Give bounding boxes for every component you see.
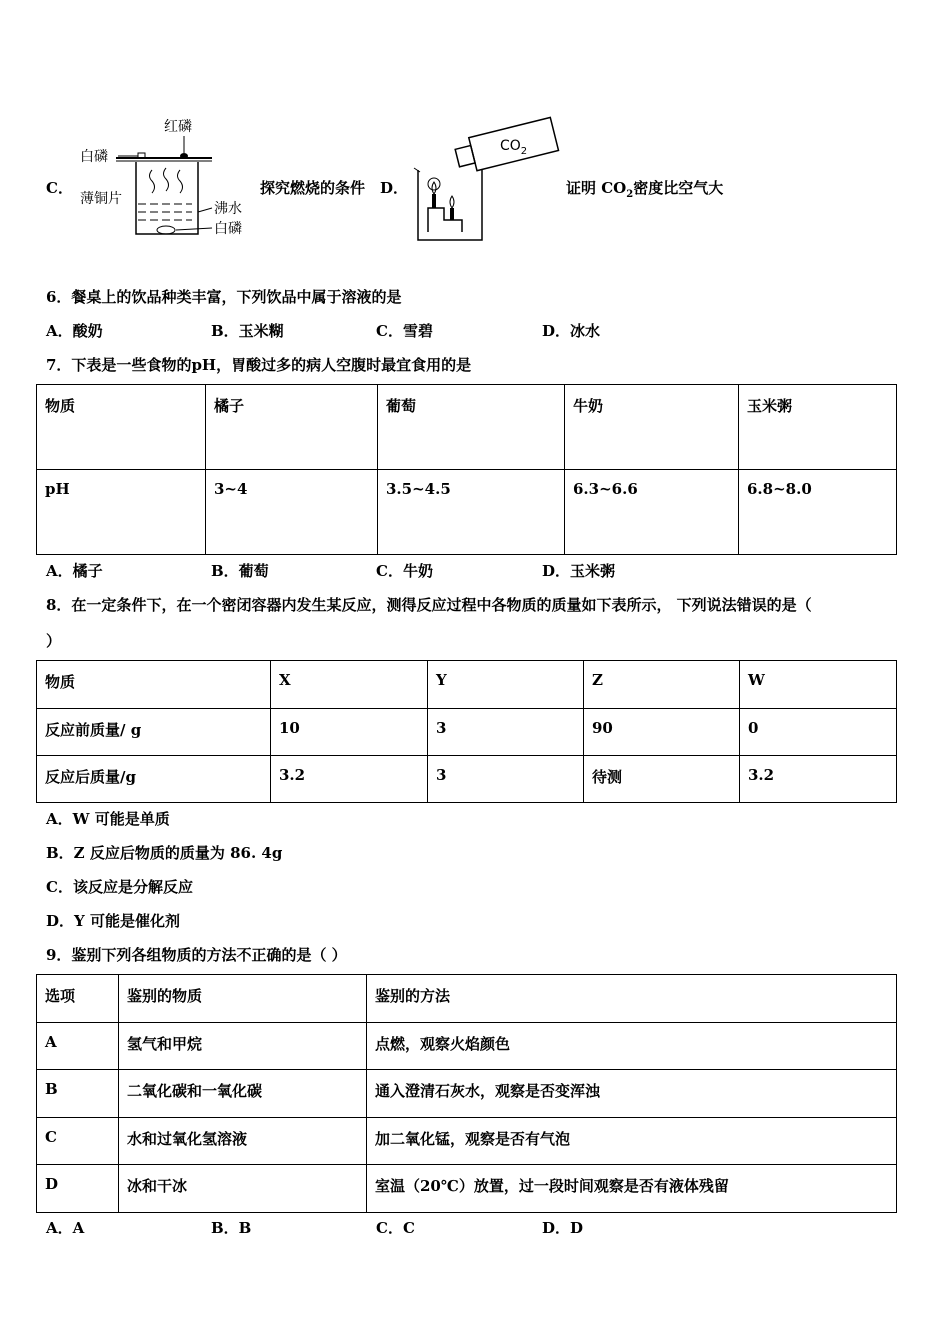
table-row [37,661,897,709]
table-cell: 待测 [584,756,740,803]
q8-stem-line1: 8．在一定条件下，在一个密闭容器内发生某反应，测得反应过程中各物质的质量如下表所示， 下列说法错误的是（ [46,596,812,614]
q6-option-b[interactable]: B．玉米糊 [211,322,284,340]
table-row [37,1023,897,1070]
table-row [37,1165,897,1213]
q8-option-b[interactable]: B．Z 反应后物质的质量为 86. 4g [46,844,283,862]
q6-option-c[interactable]: C．雪碧 [376,322,433,340]
table-cell: 点燃，观察火焰颜色 [367,1023,897,1070]
table-cell: C [37,1118,119,1165]
q7-stem: 7．下表是一些食物的pH，胃酸过多的病人空腹时最宜食用的是 [46,356,472,374]
table-cell: 10 [271,709,428,756]
table-cell: Y [428,661,584,709]
combustion-apparatus-figure [76,112,256,242]
q5-option-d-caption [566,177,723,200]
table-row [37,385,897,470]
q5-option-d-caption-post: 密度比空气大 [633,179,724,197]
table-cell: 橘子 [206,385,378,470]
q6-option-a[interactable]: A．酸奶 [46,322,103,340]
table-cell: 0 [740,709,897,756]
boiling-water-label: 沸水 [214,201,242,217]
q7-option-b[interactable]: B．葡萄 [211,562,269,580]
table-cell: 3.2 [740,756,897,803]
white-phosphorus-top-label: 白磷 [80,149,108,165]
table-row [37,1118,897,1165]
q9-option-a[interactable]: A．A [46,1219,85,1237]
table-cell: 玉米粥 [739,385,897,470]
table-cell: 反应前质量/ g [37,709,271,756]
table-cell: 加二氧化锰，观察是否有气泡 [367,1118,897,1165]
table-cell: pH [37,470,206,555]
table-cell: 水和过氧化氢溶液 [119,1118,367,1165]
table-cell: Z [584,661,740,709]
table-row [37,756,897,803]
q8-mass-table [36,660,897,803]
table-cell: 反应后质量/g [37,756,271,803]
co2-bottle-label-sub: 2 [520,145,528,157]
table-row [37,709,897,756]
table-row [37,470,897,555]
q8-stem-line2: ） [46,632,62,650]
table-cell: 牛奶 [565,385,739,470]
copper-sheet-label: 薄铜片 [80,191,122,207]
table-cell: 90 [584,709,740,756]
q7-option-a[interactable]: A．橘子 [46,562,103,580]
red-phosphorus-label: 红磷 [164,119,192,135]
table-cell: 选项 [37,975,119,1023]
table-cell: W [740,661,897,709]
table-cell: 葡萄 [378,385,565,470]
co2-bottle-label [500,138,527,157]
table-cell: 3.2 [271,756,428,803]
q8-option-a[interactable]: A．W 可能是单质 [46,810,170,828]
q5-option-d-label: D． [380,179,409,197]
table-cell: D [37,1165,119,1213]
table-cell: 冰和干冰 [119,1165,367,1213]
co2-pouring-drawing [410,112,560,244]
table-cell: 室温（20℃）放置，过一段时间观察是否有液体残留 [367,1165,897,1213]
co2-bottle-label-text: CO [500,138,521,154]
table-cell: 通入澄清石灰水，观察是否变浑浊 [367,1070,897,1118]
q5-option-c-label: C． [46,179,73,197]
table-cell: 物质 [37,661,271,709]
q5-option-c-caption: 探究燃烧的条件 [260,179,366,197]
q6-stem: 6．餐桌上的饮品种类丰富，下列饮品中属于溶液的是 [46,288,402,306]
q9-option-c[interactable]: C．C [376,1219,415,1237]
table-cell: 3 [428,709,584,756]
q7-ph-table [36,384,897,555]
table-cell: B [37,1070,119,1118]
table-cell: 鉴别的方法 [367,975,897,1023]
table-cell: A [37,1023,119,1070]
table-cell: 6.3~6.6 [565,470,739,555]
q8-option-d[interactable]: D．Y 可能是催化剂 [46,912,180,930]
white-phosphorus-bottom-label: 白磷 [214,221,242,237]
table-row [37,975,897,1023]
table-cell: 3 [428,756,584,803]
table-cell: X [271,661,428,709]
table-cell: 二氧化碳和一氧化碳 [119,1070,367,1118]
q9-identification-table [36,974,897,1213]
table-cell: 6.8~8.0 [739,470,897,555]
q9-option-d[interactable]: D．D [542,1219,584,1237]
table-cell: 物质 [37,385,206,470]
q7-option-c[interactable]: C．牛奶 [376,562,433,580]
q6-option-d[interactable]: D．冰水 [542,322,601,340]
q9-stem: 9．鉴别下列各组物质的方法不正确的是（ ） [46,946,347,964]
q9-option-b[interactable]: B．B [211,1219,252,1237]
q5-option-d-caption-sub: 2 [626,189,634,200]
q8-option-c[interactable]: C．该反应是分解反应 [46,878,193,896]
table-cell: 3.5~4.5 [378,470,565,555]
co2-pouring-figure [410,112,560,244]
table-cell: 3~4 [206,470,378,555]
table-row [37,1070,897,1118]
q7-option-d[interactable]: D．玉米粥 [542,562,616,580]
table-cell: 氢气和甲烷 [119,1023,367,1070]
table-cell: 鉴别的物质 [119,975,367,1023]
q5-option-d-caption-pre: 证明 CO [566,179,627,197]
